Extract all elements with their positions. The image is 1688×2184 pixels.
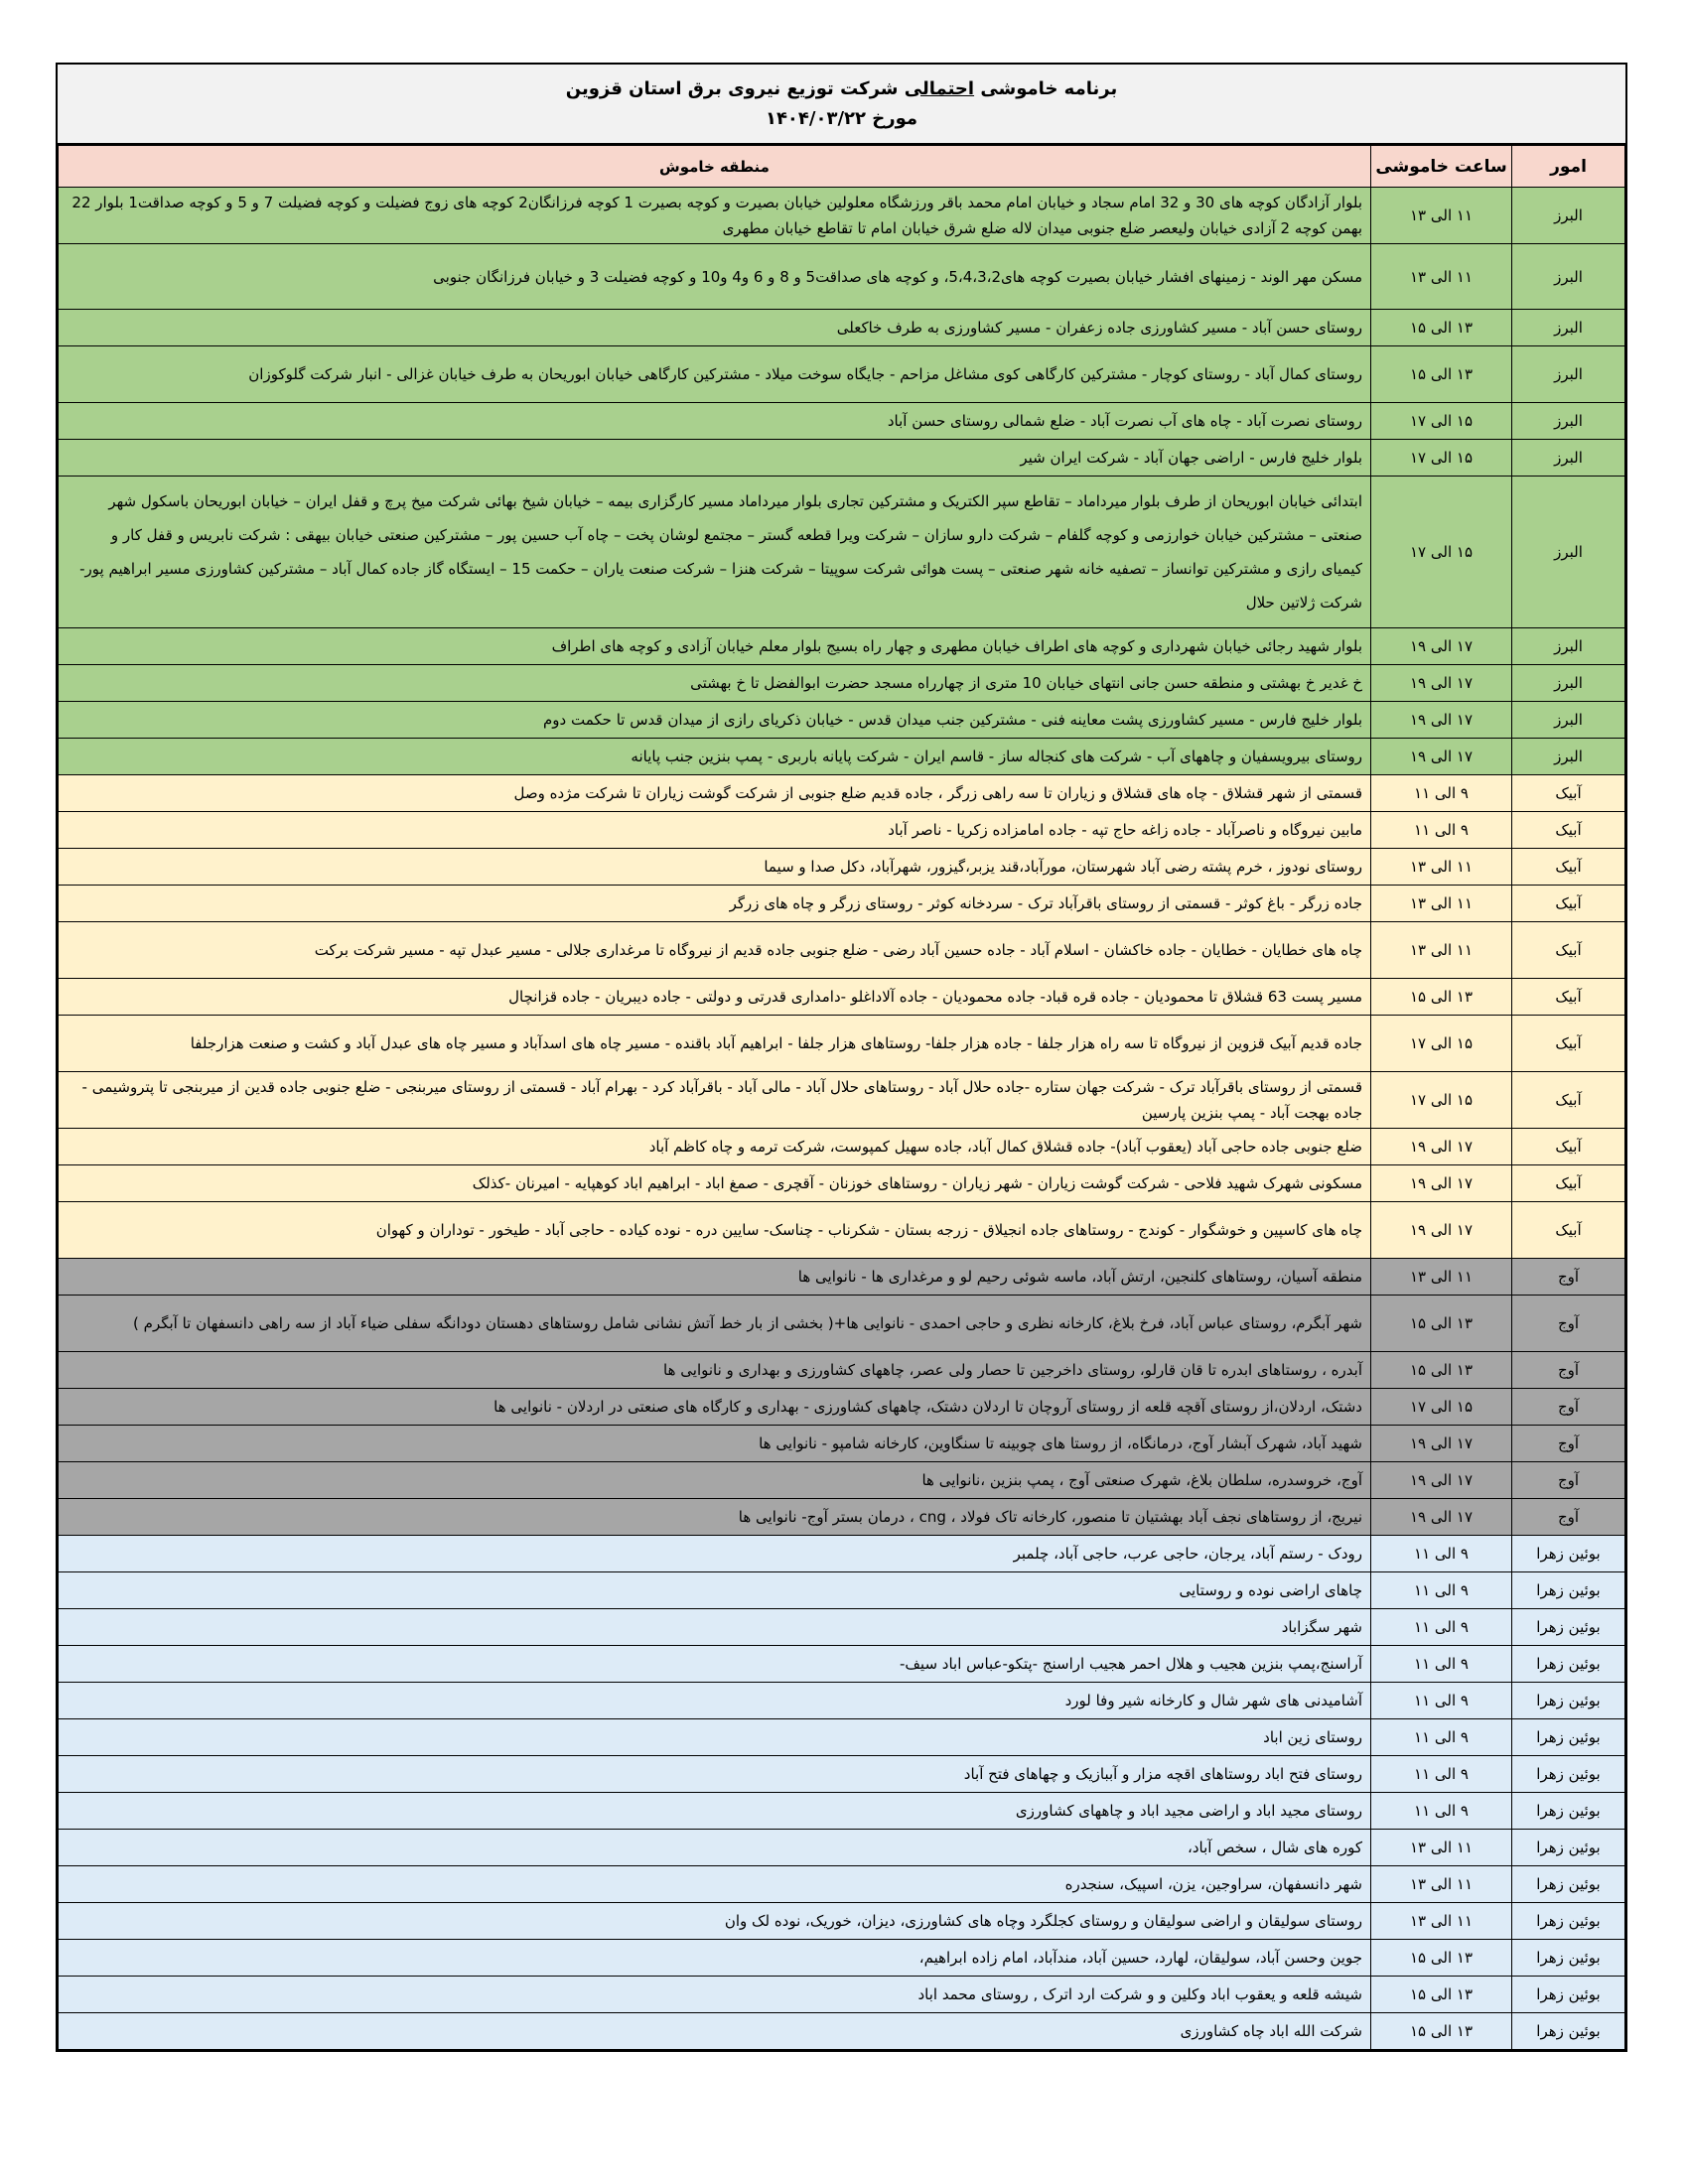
cell-time: ۱۱ الی ۱۳: [1371, 1866, 1512, 1903]
table-row: [59, 1352, 1625, 1389]
table-row: [59, 1426, 1625, 1462]
cell-omor: البرز: [1512, 188, 1625, 244]
cell-time: ۱۳ الی ۱۵: [1371, 346, 1512, 403]
cell-time: ۹ الی ۱۱: [1371, 1572, 1512, 1609]
cell-omor: آوج: [1512, 1462, 1625, 1499]
cell-time: ۱۱ الی ۱۳: [1371, 886, 1512, 922]
cell-area: دشتک، اردلان،از روستای آقچه قلعه از روستای آروچان تا اردلان دشتک، چاههای کشاورزی - بهداری و کارگاه های صنعتی در اردلان - نانوایی ها: [59, 1389, 1371, 1426]
cell-area: روستای نودوز ، خرم پشته رضی آباد شهرستان، مورآباد،قند یزبر،گیزور، شهرآباد، دکل صدا و سیما: [59, 849, 1371, 886]
table-row: [59, 812, 1625, 849]
cell-area: بلوار خلیج فارس - مسیر کشاورزی پشت معاینه فنی - مشترکین جنب میدان قدس - خیابان ذکریای رازی از میدان قدس تا حکمت دوم: [59, 702, 1371, 739]
cell-area: روستای فتح اباد روستاهای اقچه مزار و آببازیک و چهاهای فتح آباد: [59, 1756, 1371, 1793]
table-row: [59, 1296, 1625, 1352]
cell-omor: البرز: [1512, 346, 1625, 403]
cell-area: ابتدائی خیابان ابوریحان از طرف بلوار میرداماد – تقاطع سپر الکتریک و مشترکین تجاری بلوار میرداماد مسیر کارگزاری بیمه – خیابان شیخ بهائی شرکت میخ پرچ و قفل ایران – خیابان ابوریحان باسکول شهر صنعتی – مشترکین خیابان خوارزمی و کوچه گلفام – شرکت دارو سازان – شرکت ویرا قطعه گستر – مجتمع لوشان پخت – چاه آب حسین پور – مشترکین صنعتی خیابان بیهقی : شرکت نابریس و قفل کار و کیمیای رازی و مشترکین توانساز – تصفیه خانه شهر صنعتی – پست هوائی شرکت سوپیتا – شرکت هنزا – شرکت صنعت یاران – حکمت 15 – ایستگاه گاز جاده کمال آباد – مشترکین کشاورزی مسیر ابراهیم پور- شرکت ژلاتین حلال: [59, 477, 1371, 628]
cell-time: ۱۳ الی ۱۵: [1371, 1296, 1512, 1352]
table-row: [59, 1646, 1625, 1683]
cell-omor: آوج: [1512, 1426, 1625, 1462]
cell-time: ۱۳ الی ۱۵: [1371, 1352, 1512, 1389]
cell-area: آراسنج،پمپ بنزین هجیب و هلال احمر هجیب اراسنج -پتکو-عباس اباد سیف-: [59, 1646, 1371, 1683]
cell-omor: آوج: [1512, 1296, 1625, 1352]
cell-time: ۱۷ الی ۱۹: [1371, 1202, 1512, 1259]
table-row: [59, 1683, 1625, 1719]
cell-omor: البرز: [1512, 403, 1625, 440]
cell-omor: آبیک: [1512, 886, 1625, 922]
cell-area: جاده زرگر - باغ کوثر - قسمتی از روستای باقرآباد ترک - سردخانه کوثر - روستای زرگر و چاه های زرگر: [59, 886, 1371, 922]
column-header-time: ساعت خاموشی: [1371, 146, 1512, 188]
cell-area: روستای مجید اباد و اراضی مجید اباد و چاههای کشاورزی: [59, 1793, 1371, 1830]
table-row: [59, 310, 1625, 346]
cell-area: شهر سگزاباد: [59, 1609, 1371, 1646]
cell-time: ۱۷ الی ۱۹: [1371, 1129, 1512, 1165]
cell-area: قسمتی از شهر قشلاق - چاه های قشلاق و زیاران تا سه راهی زرگر ، جاده قدیم ضلع جنوبی از شرکت گوشت زیاران تا شرکت مژده وصل: [59, 775, 1371, 812]
table-row: [59, 188, 1625, 244]
cell-area: روستای کمال آباد - روستای کوچار - مشترکین کارگاهی کوی مشاغل مزاحم - جایگاه سوخت میلاد - مشترکین کارگاهی خیابان ابوریحان به طرف خیابان غزالی - انبار شرکت گلوکوزان: [59, 346, 1371, 403]
cell-area: روستای بیرویسفیان و چاههای آب - شرکت های کنجاله ساز - قاسم ایران - شرکت پایانه باربری - پمپ بنزین جنب پایانه: [59, 739, 1371, 775]
cell-omor: بوئین زهرا: [1512, 1719, 1625, 1756]
cell-omor: آبیک: [1512, 922, 1625, 979]
cell-area: رودک - رستم آباد، یرجان، حاجی عرب، حاجی آباد، چلمبر: [59, 1536, 1371, 1572]
cell-omor: البرز: [1512, 310, 1625, 346]
cell-time: ۱۱ الی ۱۳: [1371, 922, 1512, 979]
cell-omor: البرز: [1512, 702, 1625, 739]
cell-omor: بوئین زهرا: [1512, 1793, 1625, 1830]
cell-time: ۹ الی ۱۱: [1371, 1609, 1512, 1646]
cell-time: ۱۷ الی ۱۹: [1371, 702, 1512, 739]
cell-omor: آوج: [1512, 1259, 1625, 1296]
table-row: [59, 1866, 1625, 1903]
cell-omor: آبیک: [1512, 849, 1625, 886]
cell-area: خ غدیر خ بهشتی و منطقه حسن جانی انتهای خیابان 10 متری از چهارراه مسجد حضرت ابوالفضل تا خ بهشتی: [59, 665, 1371, 702]
cell-time: ۹ الی ۱۱: [1371, 812, 1512, 849]
cell-time: ۹ الی ۱۱: [1371, 775, 1512, 812]
cell-omor: آبیک: [1512, 1016, 1625, 1072]
cell-omor: آبیک: [1512, 1202, 1625, 1259]
table-row: [59, 979, 1625, 1016]
cell-omor: البرز: [1512, 244, 1625, 310]
cell-omor: بوئین زهرا: [1512, 1609, 1625, 1646]
cell-time: ۹ الی ۱۱: [1371, 1683, 1512, 1719]
cell-time: ۱۵ الی ۱۷: [1371, 1389, 1512, 1426]
cell-time: ۱۵ الی ۱۷: [1371, 477, 1512, 628]
cell-time: ۹ الی ۱۱: [1371, 1793, 1512, 1830]
cell-time: ۱۱ الی ۱۳: [1371, 1903, 1512, 1940]
table-header: [59, 146, 1625, 188]
cell-time: ۱۵ الی ۱۷: [1371, 440, 1512, 477]
table-row: [59, 477, 1625, 628]
column-header-omor: امور: [1512, 146, 1625, 188]
table-row: [59, 403, 1625, 440]
table-row: [59, 1202, 1625, 1259]
cell-omor: بوئین زهرا: [1512, 1903, 1625, 1940]
table-row: [59, 849, 1625, 886]
cell-time: ۹ الی ۱۱: [1371, 1756, 1512, 1793]
cell-omor: بوئین زهرا: [1512, 1646, 1625, 1683]
cell-area: بلوار خلیج فارس - اراضی جهان آباد - شرکت ایران شیر: [59, 440, 1371, 477]
title-block: [58, 65, 1625, 145]
cell-time: ۱۳ الی ۱۵: [1371, 979, 1512, 1016]
cell-area: نیریج، از روستاهای نجف آباد بهشتیان تا منصور، کارخانه تاک فولاد ، cng ، درمان بستر آوج- نانوایی ها: [59, 1499, 1371, 1536]
cell-time: ۱۳ الی ۱۵: [1371, 1940, 1512, 1977]
cell-area: آبدره ، روستاهای ابدره تا قان قارلو، روستای داخرجین تا حصار ولی عصر، چاههای کشاورزی و بهداری و نانوایی ها: [59, 1352, 1371, 1389]
cell-time: ۱۳ الی ۱۵: [1371, 2013, 1512, 2050]
cell-time: ۱۱ الی ۱۳: [1371, 1830, 1512, 1866]
cell-omor: آبیک: [1512, 1129, 1625, 1165]
cell-omor: بوئین زهرا: [1512, 1866, 1625, 1903]
cell-area: جوین وحسن آباد، سولیقان، لهارد، حسین آباد، مندآباد، امام زاده ابراهیم،: [59, 1940, 1371, 1977]
cell-omor: بوئین زهرا: [1512, 1756, 1625, 1793]
cell-time: ۱۱ الی ۱۳: [1371, 244, 1512, 310]
cell-time: ۱۱ الی ۱۳: [1371, 849, 1512, 886]
cell-time: ۱۷ الی ۱۹: [1371, 665, 1512, 702]
cell-area: چاه های کاسپین و خوشگوار - کوندج - روستاهای جاده انجیلاق - زرجه بستان - شکرناب - چناسک- سایین دره - نوده کیاده - حاجی آباد - طیخور - توداران و کهوان: [59, 1202, 1371, 1259]
cell-time: ۱۵ الی ۱۷: [1371, 1016, 1512, 1072]
cell-area: قسمتی از روستای باقرآباد ترک - شرکت جهان ستاره -جاده حلال آباد - روستاهای حلال آباد - مالی آباد - باقرآباد کرد - بهرام آباد - قسمتی از روستای میربنجی - ضلع جنوبی جاده قدین از میربنجی تا پتروشیمی - جاده بهجت آباد - پمپ بنزین پارسین: [59, 1072, 1371, 1129]
cell-area: روستای حسن آباد - مسیر کشاورزی جاده زعفران - مسیر کشاورزی به طرف خاکعلی: [59, 310, 1371, 346]
cell-omor: آبیک: [1512, 1072, 1625, 1129]
cell-omor: البرز: [1512, 739, 1625, 775]
document-title: [566, 74, 1117, 104]
cell-omor: بوئین زهرا: [1512, 1683, 1625, 1719]
table-row: [59, 1165, 1625, 1202]
cell-area: ضلع جنوبی جاده حاجی آباد (یعقوب آباد)- جاده قشلاق کمال آباد، جاده سهیل کمپوست، شرکت ترمه و چاه کاظم آباد: [59, 1129, 1371, 1165]
cell-area: آوج، خروسدره، سلطان بلاغ، شهرک صنعتی آوج ، پمپ بنزین ،نانوایی ها: [59, 1462, 1371, 1499]
table-row: [59, 665, 1625, 702]
cell-omor: آبیک: [1512, 1165, 1625, 1202]
table-row: [59, 1462, 1625, 1499]
cell-time: ۱۵ الی ۱۷: [1371, 403, 1512, 440]
cell-time: ۱۱ الی ۱۳: [1371, 188, 1512, 244]
cell-time: ۱۷ الی ۱۹: [1371, 628, 1512, 665]
cell-omor: بوئین زهرا: [1512, 1940, 1625, 1977]
cell-area: بلوار آزادگان کوچه های 30 و 32 امام سجاد و خیابان امام محمد باقر ورزشگاه معلولین خیابان بصیرت و کوچه بصیرت 1 کوچه فرزانگان2 کوچه های زوج فضیلت و کوچه فضیلت 7 و 5 و کوچه صداقت1 بلوار 22 بهمن کوچه 2 آزادی خیابان ولیعصر ضلع جنوبی میدان لاله ضلع شرق خیابان امام تا تقاطع خیابان مطهری: [59, 188, 1371, 244]
cell-time: ۱۷ الی ۱۹: [1371, 1462, 1512, 1499]
cell-time: ۹ الی ۱۱: [1371, 1646, 1512, 1683]
cell-area: چاهای اراضی نوده و روستایی: [59, 1572, 1371, 1609]
cell-area: بلوار شهید رجائی خیابان شهرداری و کوچه های اطراف خیابان مطهری و چهار راه بسیج بلوار معلم خیابان آزادی و کوچه های اطراف: [59, 628, 1371, 665]
cell-omor: بوئین زهرا: [1512, 2013, 1625, 2050]
cell-time: ۱۷ الی ۱۹: [1371, 739, 1512, 775]
cell-area: آشامیدنی های شهر شال و کارخانه شیر وفا لورد: [59, 1683, 1371, 1719]
table-row: [59, 1903, 1625, 1940]
table-row: [59, 1259, 1625, 1296]
title-part-1: برنامه خاموشی: [974, 77, 1118, 99]
table-row: [59, 1719, 1625, 1756]
table-row: [59, 1756, 1625, 1793]
cell-area: شرکت الله اباد چاه کشاورزی: [59, 2013, 1371, 2050]
cell-area: چاه های خطایان - خطایان - جاده خاکشان - اسلام آباد - جاده حسین آباد رضی - ضلع جنوبی جاده قدیم از نیروگاه تا مرغداری جلالی - مسیر عبدل تپه - مسیر شرکت برکت: [59, 922, 1371, 979]
title-underlined-word: احتمالی: [904, 77, 975, 99]
table-row: [59, 1977, 1625, 2013]
cell-time: ۱۷ الی ۱۹: [1371, 1165, 1512, 1202]
cell-area: جاده قدیم آبیک قزوین از نیروگاه تا سه راه هزار جلفا - جاده هزار جلفا- روستاهای هزار جلفا - ابراهیم آباد باقنده - مسیر چاه های اسدآباد و مسیر چاه های عبدل آباد و کشت و صنعت هزارجلفا: [59, 1016, 1371, 1072]
cell-omor: آوج: [1512, 1352, 1625, 1389]
title-part-2: شرکت توزیع نیروی برق استان قزوین: [565, 77, 905, 99]
cell-area: روستای زین اباد: [59, 1719, 1371, 1756]
cell-omor: آوج: [1512, 1389, 1625, 1426]
table-row: [59, 2013, 1625, 2050]
cell-omor: بوئین زهرا: [1512, 1977, 1625, 2013]
outage-table: [58, 145, 1625, 2050]
table-row: [59, 739, 1625, 775]
cell-time: ۱۱ الی ۱۳: [1371, 1259, 1512, 1296]
table-row: [59, 1609, 1625, 1646]
cell-omor: بوئین زهرا: [1512, 1572, 1625, 1609]
cell-omor: آبیک: [1512, 979, 1625, 1016]
table-row: [59, 1499, 1625, 1536]
table-body: [59, 188, 1625, 2050]
cell-area: مابین نیروگاه و ناصرآباد - جاده زاغه حاج تپه - جاده امامزاده زکریا - ناصر آباد: [59, 812, 1371, 849]
cell-omor: آبیک: [1512, 812, 1625, 849]
cell-time: ۹ الی ۱۱: [1371, 1719, 1512, 1756]
cell-area: شهر دانسفهان، سراوجین، یزن، اسپیک، سنجدره: [59, 1866, 1371, 1903]
table-row: [59, 440, 1625, 477]
cell-area: مسکونی شهرک شهید فلاحی - شرکت گوشت زیاران - شهر زیاران - روستاهای خوزنان - آقچری - صمغ اباد - ابراهیم اباد کوهپایه - امیرنان -کذلک: [59, 1165, 1371, 1202]
cell-time: ۱۳ الی ۱۵: [1371, 1977, 1512, 2013]
cell-omor: آبیک: [1512, 775, 1625, 812]
table-row: [59, 628, 1625, 665]
table-row: [59, 244, 1625, 310]
cell-omor: البرز: [1512, 665, 1625, 702]
cell-omor: بوئین زهرا: [1512, 1536, 1625, 1572]
cell-time: ۹ الی ۱۱: [1371, 1536, 1512, 1572]
table-row: [59, 1389, 1625, 1426]
cell-omor: بوئین زهرا: [1512, 1830, 1625, 1866]
cell-time: ۱۵ الی ۱۷: [1371, 1072, 1512, 1129]
header-row: [59, 146, 1625, 188]
cell-omor: البرز: [1512, 628, 1625, 665]
table-row: [59, 1830, 1625, 1866]
cell-area: مسکن مهر الوند - زمینهای افشار خیابان بصیرت کوچه های5،4،3،2، و کوچه های صداقت5 و 8 و 6 و4 و10 و کوچه فضیلت 3 و خیابان فرزانگان جنوبی: [59, 244, 1371, 310]
cell-area: مسیر پست 63 قشلاق تا محمودیان - جاده قره قباد- جاده محمودیان - جاده آلاداغلو -دامداری قدرتی و دولتی - جاده دیبریان - جاده قزانچال: [59, 979, 1371, 1016]
table-row: [59, 1536, 1625, 1572]
column-header-area: منطقه خاموش: [59, 146, 1371, 188]
table-row: [59, 1072, 1625, 1129]
cell-area: منطقه آسیان، روستاهای کلنجین، ارتش آباد، ماسه شوئی رحیم لو و مرغداری ها - نانوایی ها: [59, 1259, 1371, 1296]
cell-omor: آوج: [1512, 1499, 1625, 1536]
cell-area: روستای سولیقان و اراضی سولیقان و روستای کجلگرد وچاه های کشاورزی، دیزان، خوریک، نوده لک وان: [59, 1903, 1371, 1940]
table-row: [59, 1572, 1625, 1609]
table-row: [59, 346, 1625, 403]
cell-time: ۱۳ الی ۱۵: [1371, 310, 1512, 346]
cell-omor: البرز: [1512, 440, 1625, 477]
table-row: [59, 1016, 1625, 1072]
cell-area: شهر آبگرم، روستای عباس آباد، فرخ بلاغ، کارخانه نظری و حاجی احمدی - نانوایی ها+( بخشی از بار خط آتش نشانی شامل روستاهای دهستان دودانگه سفلی ضیاء آباد از سه راهی دانسفهان تا آبگرم ): [59, 1296, 1371, 1352]
cell-area: روستای نصرت آباد - چاه های آب نصرت آباد - ضلع شمالی روستای حسن آباد: [59, 403, 1371, 440]
table-row: [59, 1940, 1625, 1977]
table-row: [59, 1129, 1625, 1165]
table-row: [59, 922, 1625, 979]
cell-time: ۱۷ الی ۱۹: [1371, 1426, 1512, 1462]
table-row: [59, 886, 1625, 922]
cell-time: ۱۷ الی ۱۹: [1371, 1499, 1512, 1536]
table-row: [59, 702, 1625, 739]
document-date: مورخ ۱۴۰۴/۰۳/۲۲: [765, 107, 918, 129]
table-row: [59, 1793, 1625, 1830]
table-row: [59, 775, 1625, 812]
cell-area: کوره های شال ، سخص آباد،: [59, 1830, 1371, 1866]
cell-area: شیشه قلعه و یعقوب اباد وکلین و و شرکت ارد اترک , روستای محمد اباد: [59, 1977, 1371, 2013]
cell-area: شهید آباد، شهرک آبشار آوج، درمانگاه، از روستا های چوبینه تا سنگاوین، کارخانه شامپو - نانوایی ها: [59, 1426, 1371, 1462]
schedule-sheet: [56, 63, 1627, 2052]
cell-omor: البرز: [1512, 477, 1625, 628]
